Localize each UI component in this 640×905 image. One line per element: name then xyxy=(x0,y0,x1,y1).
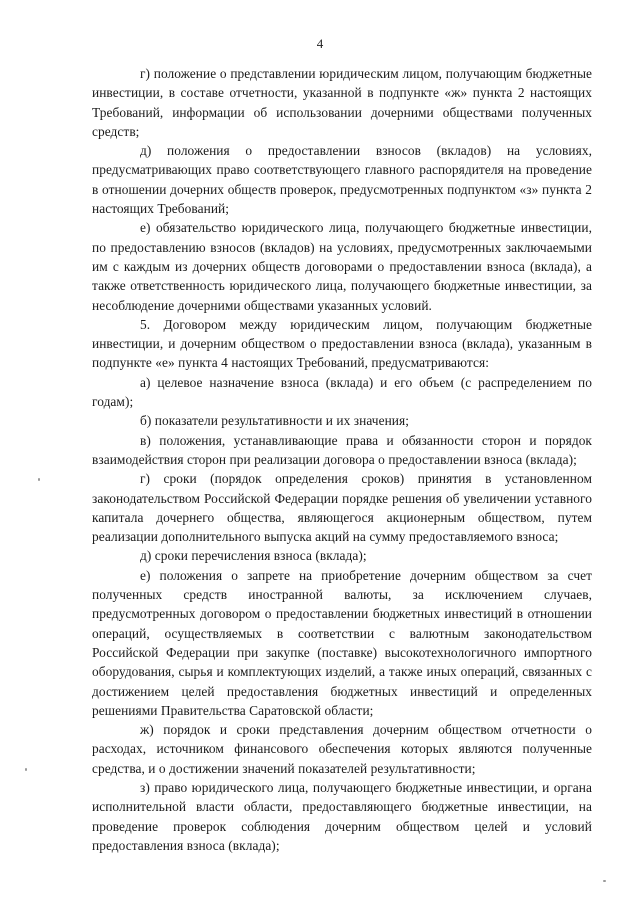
paragraph-5e: е) положения о запрете на приобретение дочерним обществом за счет полученных средств иностранной валюты, за исключением случаев, предусмотренных договором о предоставлении бюджетных инвестиций в отношении операций, осуществляемых в соответствии с валютным законодательством Российской Федерации при закупке (поставке) высокотехнологичного импортного оборудования, сырья и комплектующих изделий, а также иных операций, связанных с достижением целей предоставления бюджетных инвестиций и определенных решениями Правительства Саратовской области; xyxy=(92,567,592,718)
paragraph-5zh: ж) порядок и сроки представления дочерним обществом отчетности о расходах, источником финансового обеспечения которых являются полученные средства, и о достижении значений показателей результативности; xyxy=(92,722,592,776)
paragraph-4e: е) обязательство юридического лица, получающего бюджетные инвестиции, по предоставлению взносов (вкладов) на условиях, предусмотренных заключаемыми им с каждым из дочерних обществ договорами о предоставлении взноса (вклада), а также ответственность юридического лица, получающего бюджетные инвестиции, за несоблюдение дочерними обществами указанных условий. xyxy=(92,220,592,313)
scan-mark xyxy=(38,478,40,481)
scan-mark xyxy=(25,768,27,771)
paragraph-5: 5. Договором между юридическим лицом, получающим бюджетные инвестиции, и дочерним обществом о предоставлении взноса (вклада), указанным в подпункте «е» пункта 4 настоящих Требований, предусматриваются: xyxy=(92,316,592,371)
paragraph-5z: з) право юридического лица, получающего бюджетные инвестиции, и органа исполнительной власти области, предоставляющего бюджетные инвестиции, на проведение проверок соблюдения дочерним обществом целей и условий предоставления взноса (вклада); xyxy=(92,779,592,853)
paragraph-5g: г) сроки (порядок определения сроков) принятия в установленном законодательством Российской Федерации порядке решения об увеличении уставного капитала дочернего общества, являющегося акционерным обществом, путем реализации дополнительного выпуска акций на сумму предоставляемого взноса; xyxy=(92,471,592,545)
paragraph-4g: г) положение о представлении юридическим лицом, получающим бюджетные инвестиции, в составе отчетности, указанной в подпункте «ж» пункта 2 настоящих Требований, информации об использовании дочерними обществами полученных средств; xyxy=(92,66,592,139)
paragraph-5a: а) целевое назначение взноса (вклада) и его объем (с распределением по годам); xyxy=(92,374,592,410)
document-body xyxy=(92,64,592,855)
page-number: 4 xyxy=(316,36,324,51)
paragraph-4d: д) положения о предоставлении взносов (вкладов) на условиях, предусматривающих право соответствующего главного распорядителя на проведение в отношении дочерних обществ проверок, предусмотренных подпунктом «з» пункта 2 настоящих Требований; xyxy=(92,143,592,217)
paragraph-5b: б) показатели результативности и их значения; xyxy=(140,413,409,429)
paragraph-5d: д) сроки перечисления взноса (вклада); xyxy=(140,548,367,564)
paragraph-5v: в) положения, устанавливающие права и обязанности сторон и порядок взаимодействия сторон при реализации договора о предоставлении взноса (вклада); xyxy=(92,432,592,467)
scan-mark xyxy=(603,880,606,882)
